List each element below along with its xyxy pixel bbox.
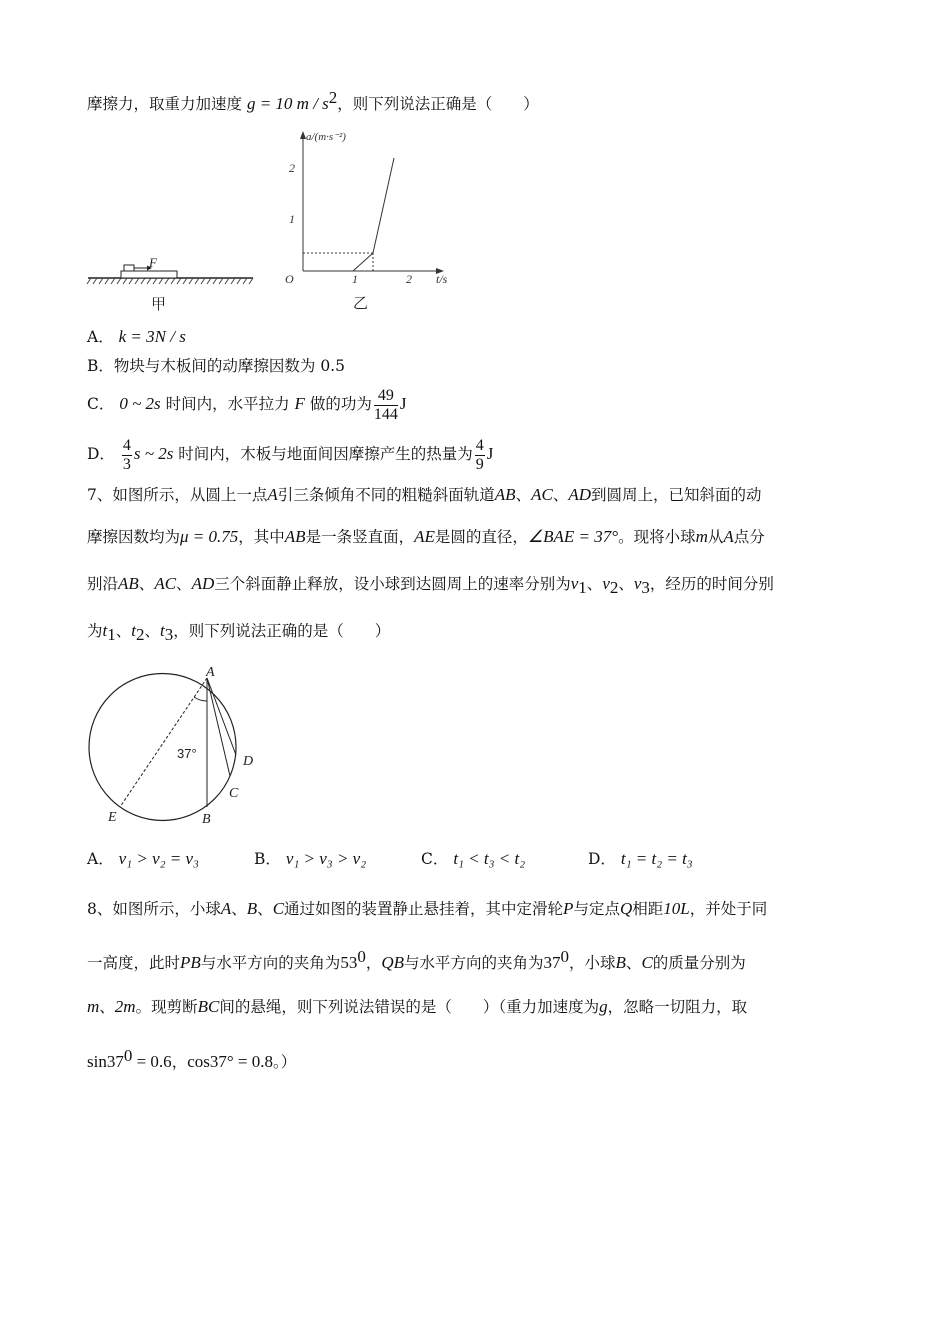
angle-label: 37° (177, 746, 197, 761)
figure-circle (80, 665, 270, 830)
q7-line-4: 为$t_1$、$t_2$、$t_3$，则下列说法正确的是（ ） (87, 621, 391, 645)
q7-option-b[interactable]: B． v₁ > v₃ > v₂ (254, 849, 367, 868)
q6-intro: 摩擦力，取重力加速度 g = 10 m / $s^2$，则下列说法正确是（ ） (87, 88, 539, 114)
origin-label: O (285, 272, 294, 286)
board (121, 271, 177, 278)
q6-option-b[interactable]: B．物块与木板间的动摩擦因数为 0.5 (87, 357, 345, 375)
force-label: F (149, 255, 157, 270)
point-b-label: B (202, 812, 211, 827)
q6-option-c[interactable]: C． 0 ~ 2s 时间内，水平拉力 F 做的功为 $\frac{49}{144}$ J (87, 386, 407, 423)
figure-jia (85, 255, 260, 315)
time-fraction: $\frac{4}{3}$ (122, 436, 131, 473)
work-fraction: $\frac{49}{144}$ (373, 386, 398, 423)
x-tick-1: 1 (352, 272, 358, 286)
track-ad (207, 678, 236, 755)
heat-fraction: $\frac{4}{9}$ (475, 436, 484, 473)
block-accel-line (373, 158, 394, 253)
figure-yi-graph (280, 125, 460, 320)
y-tick-1: 1 (289, 212, 295, 226)
q7-line-2: 摩擦因数均为μ = 0.75，其中AB是一条竖直面，AE是圆的直径，∠BAE = 37°。现将小球m从A点分 (87, 527, 765, 546)
point-a-label: A (206, 665, 215, 680)
point-e-label: E (108, 810, 117, 825)
q7-line-3: 别沿AB、AC、AD三个斜面静止释放，设小球到达圆周上的速率分别为$v_1$、$v_2$、$v_3$，经历的时间分别 (87, 574, 774, 598)
point-c-label: C (229, 786, 239, 801)
label-jia: 甲 (151, 295, 167, 313)
q8-line-2: 一高度，此时PB与水平方向的夹角为$53^0$，QB与水平方向的夹角为$37^0$，小球B、C的质量分别为 (87, 947, 746, 973)
point-d-label: D (243, 754, 254, 769)
q8-line-1: 8、如图所示，小球A、B、C通过如图的装置静止悬挂着，其中定滑轮P与定点Q相距10L，并处于同 (87, 899, 768, 918)
block (124, 265, 134, 271)
q7-option-a[interactable]: A． v₁ > v₂ = v₃ (87, 849, 199, 868)
x-axis-label: t/s (436, 272, 448, 286)
track-ac (207, 678, 230, 776)
q8-line-4: $\sin 37^0 = 0.6$，cos37° = 0.8。） (87, 1046, 297, 1072)
q7-line-1: 7、如图所示，从圆上一点A引三条倾角不同的粗糙斜面轨道AB、AC、AD到圆周上，已知斜面的动 (87, 485, 762, 504)
board-accel-line (353, 253, 373, 271)
q7-option-d[interactable]: D． t₁ = t₂ = t₃ (588, 849, 693, 868)
q6-option-a[interactable]: A． k = 3N / s (87, 327, 186, 346)
angle-arc (194, 697, 207, 701)
q7-option-c[interactable]: C． t₁ < t₃ < t₂ (421, 849, 526, 868)
q8-line-3: m、2m。现剪断BC间的悬绳，则下列说法错误的是（ ）（重力加速度为g，忽略一切阻力，取 (87, 997, 748, 1016)
y-tick-2: 2 (289, 161, 295, 175)
gravity-expr: g = 10 m / s (246, 94, 329, 114)
x-tick-2: 2 (406, 272, 412, 286)
label-yi: 乙 (353, 294, 369, 312)
q6-option-d[interactable]: D． $\frac{4}{3}$ s ~ 2s 时间内，木板与地面间因摩擦产生的热量为 $\frac{4}{9}$ J (87, 436, 494, 473)
y-axis-label: a/(m·s⁻²) (306, 131, 346, 143)
